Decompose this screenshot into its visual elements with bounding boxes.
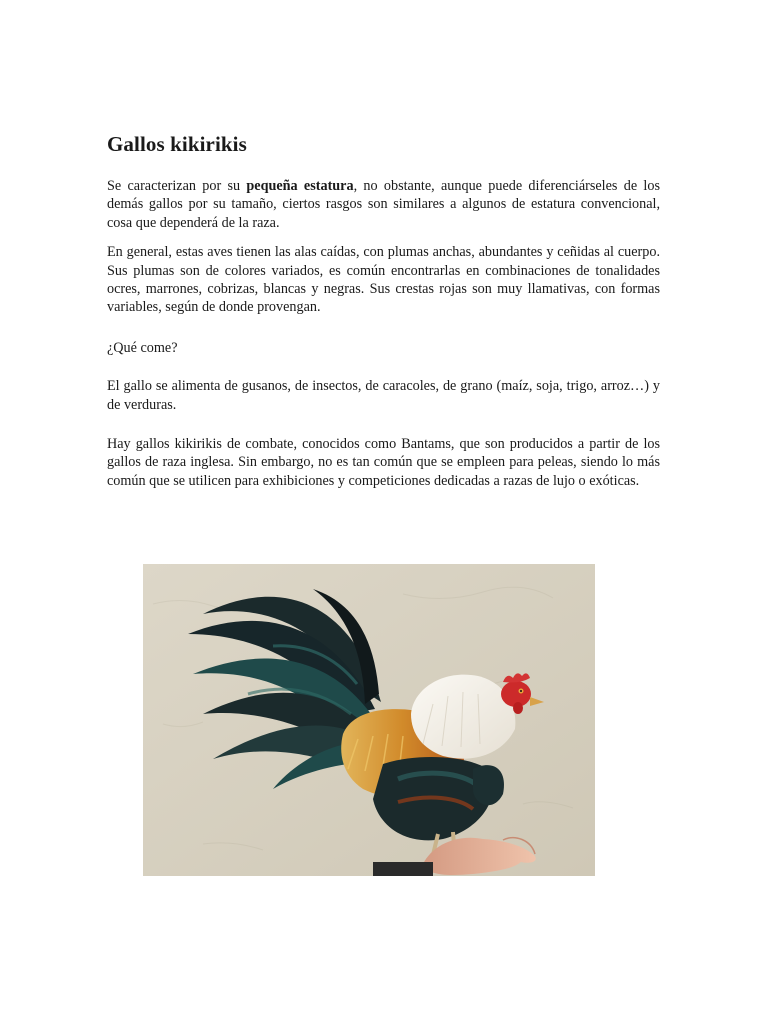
paragraph-description-text-start: Se caracterizan por su bbox=[107, 178, 247, 194]
bold-phrase-small-stature: pequeña estatura bbox=[246, 178, 354, 194]
rooster-illustration bbox=[143, 564, 595, 876]
paragraph-appearance: En general, estas aves tienen las alas caídas, con plumas anchas, abundantes y ceñidas al cuerpo. Sus plumas son de colores variados, es común encontrarlas en combinaciones de tonalidades ocres, marrones, cobrizas, blancas y negras. Sus crestas rojas son muy llamativas, con formas variables, según de donde provengan. bbox=[107, 244, 660, 316]
neck-hackles bbox=[411, 675, 515, 759]
paragraph-description bbox=[107, 177, 660, 232]
paragraph-combat-breeds: Hay gallos kikirikis de combate, conocidos como Bantams, que son producidos a partir de los gallos de raza inglesa. Sin embargo, no es tan común que se empleen para peleas, siendo lo más común que se utilicen para exhibiciones y competiciones dedicadas a razas de lujo o exóticas. bbox=[107, 436, 660, 489]
wristband bbox=[373, 862, 433, 876]
page-title: Gallos kikirikis bbox=[107, 132, 247, 156]
document-body bbox=[107, 130, 660, 490]
paragraph-diet: El gallo se alimenta de gusanos, de insectos, de caracoles, de grano (maíz, soja, trigo, arroz…) y de verduras. bbox=[107, 378, 660, 413]
paragraph-description-text-end: , no obstante, aunque puede diferenciárseles de los demás gallos por su tamaño, ciertos rasgos son similares a algunos de estatura convencional, cosa que dependerá de la raza. bbox=[107, 178, 660, 231]
section-question-diet: ¿Qué come? bbox=[107, 339, 178, 356]
rooster-photo bbox=[143, 564, 595, 876]
